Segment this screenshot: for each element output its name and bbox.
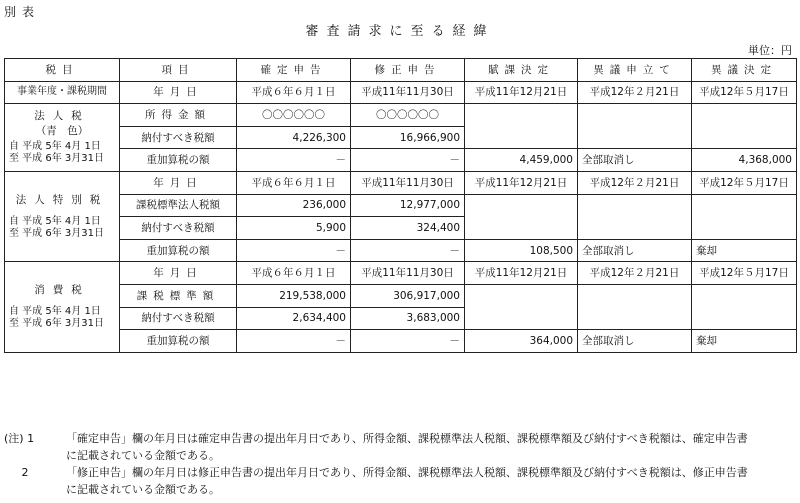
cell-igi-moushitate: 全部取消し <box>578 239 692 262</box>
period-to: 至 平成 6年 3月31日 <box>9 227 104 239</box>
cell-kakutei: 236,000 <box>237 194 351 217</box>
cell-kettei-empty <box>692 104 797 149</box>
cell-kettei-empty <box>692 284 797 329</box>
cell-igi-kettei: 4,368,000 <box>692 149 797 172</box>
header-row <box>5 59 797 82</box>
cell-shusei: － <box>351 330 465 353</box>
date-igi-moushitate: 平成12年２月21日 <box>578 81 692 104</box>
date-igi-kettei: 平成12年５月17日 <box>692 81 797 104</box>
header-igi-kettei: 異議決定 <box>692 59 797 82</box>
header-igi-moushitate: 異議申立て <box>578 59 692 82</box>
note-1 <box>4 430 796 447</box>
table-row <box>5 149 797 172</box>
header-item: 項目 <box>120 59 237 82</box>
tax-houjin <box>5 104 120 172</box>
date-shusei: 平成11年11月30日 <box>351 81 465 104</box>
header-fuka: 賦課決定 <box>465 59 578 82</box>
note-number: (注) 1 <box>4 432 35 445</box>
cell-igi-kettei: 棄却 <box>692 330 797 353</box>
period-header: 事業年度・課税期間 <box>5 81 120 104</box>
cell-kakutei: － <box>237 330 351 353</box>
date-label: 年月日 <box>120 262 237 285</box>
cell-fuka-empty <box>465 194 578 239</box>
note-text-continued: に記載されている金額である。 <box>66 483 220 496</box>
item-label: 課税標準法人税額 <box>120 194 237 217</box>
cell-igi-moushitate: 全部取消し <box>578 149 692 172</box>
cell-moushitate-empty <box>578 104 692 149</box>
item-label: 所得金額 <box>120 104 237 127</box>
cell-fuka: 364,000 <box>465 330 578 353</box>
cell-kettei-empty <box>692 194 797 239</box>
cell-igi-moushitate: 全部取消し <box>578 330 692 353</box>
cell-shusei: 324,400 <box>351 217 465 240</box>
tax-tokubetsu <box>5 171 120 261</box>
date-igi-moushitate: 平成12年２月21日 <box>578 262 692 285</box>
date-igi-kettei: 平成12年５月17日 <box>692 262 797 285</box>
cell-kakutei: 〇〇〇〇〇〇 <box>237 104 351 127</box>
cell-fuka-empty <box>465 284 578 329</box>
date-igi-moushitate: 平成12年２月21日 <box>578 171 692 194</box>
date-kakutei: 平成６年６月１日 <box>237 262 351 285</box>
item-label: 納付すべき税額 <box>120 307 237 330</box>
note-text: 「確定申告」欄の年月日は確定申告書の提出年月日であり、所得金額、課税標準法人税額、課税標準額及び納付すべき税額は、確定申告書 <box>66 432 748 445</box>
cell-kakutei: 5,900 <box>237 217 351 240</box>
cell-shusei: 306,917,000 <box>351 284 465 307</box>
cell-kakutei: － <box>237 149 351 172</box>
document-title: 審査請求に至る経緯 <box>305 24 495 39</box>
date-igi-kettei: 平成12年５月17日 <box>692 171 797 194</box>
tax-name: 法人特別税 <box>15 193 109 206</box>
cell-kakutei: 2,634,400 <box>237 307 351 330</box>
cell-shusei: 〇〇〇〇〇〇 <box>351 104 465 127</box>
date-kakutei: 平成６年６月１日 <box>237 81 351 104</box>
unit-label: 単位：円 <box>748 44 792 57</box>
note-text-continued: に記載されている金額である。 <box>66 449 220 462</box>
cell-shusei: 3,683,000 <box>351 307 465 330</box>
tax-sub: （青 色） <box>35 125 89 138</box>
item-label: 重加算税の額 <box>120 239 237 262</box>
date-label: 年月日 <box>120 171 237 194</box>
cell-fuka: 108,500 <box>465 239 578 262</box>
date-kakutei: 平成６年６月１日 <box>237 171 351 194</box>
note-2 <box>4 464 796 481</box>
period-from: 自 平成 5年 4月 1日 <box>9 215 101 227</box>
attachment-label: 別表 <box>4 5 41 19</box>
notes <box>4 430 796 498</box>
cell-fuka-empty <box>465 104 578 149</box>
history-table <box>4 58 797 353</box>
item-label: 納付すべき税額 <box>120 126 237 149</box>
date-fuka: 平成11年12月21日 <box>465 262 578 285</box>
header-tax: 税目 <box>5 59 120 82</box>
cell-moushitate-empty <box>578 194 692 239</box>
cell-kakutei: 4,226,300 <box>237 126 351 149</box>
table-row <box>5 262 797 285</box>
header-shusei: 修正申告 <box>351 59 465 82</box>
table-row <box>5 239 797 262</box>
date-label: 年月日 <box>120 81 237 104</box>
note-text: 「修正申告」欄の年月日は修正申告書の提出年月日であり、所得金額、課税標準法人税額、課税標準額及び納付すべき税額は、修正申告書 <box>66 466 748 479</box>
period-from: 自 平成 5年 4月 1日 <box>9 306 101 318</box>
period-to: 至 平成 6年 3月31日 <box>9 153 104 165</box>
cell-shusei: － <box>351 239 465 262</box>
table-row <box>5 194 797 217</box>
cell-fuka: 4,459,000 <box>465 149 578 172</box>
cell-shusei: － <box>351 149 465 172</box>
date-fuka: 平成11年12月21日 <box>465 81 578 104</box>
header-kakutei: 確定申告 <box>237 59 351 82</box>
date-shusei: 平成11年11月30日 <box>351 171 465 194</box>
date-fuka: 平成11年12月21日 <box>465 171 578 194</box>
item-label: 重加算税の額 <box>120 330 237 353</box>
cell-moushitate-empty <box>578 284 692 329</box>
table-row <box>5 171 797 194</box>
table-row <box>5 330 797 353</box>
table-row <box>5 104 797 127</box>
period-to: 至 平成 6年 3月31日 <box>9 318 104 330</box>
item-label: 納付すべき税額 <box>120 217 237 240</box>
cell-shusei: 16,966,900 <box>351 126 465 149</box>
cell-kakutei: － <box>237 239 351 262</box>
tax-shouhi <box>5 262 120 352</box>
period-from: 自 平成 5年 4月 1日 <box>9 141 101 153</box>
cell-kakutei: 219,538,000 <box>237 284 351 307</box>
item-label: 課税標準額 <box>120 284 237 307</box>
table-row <box>5 284 797 307</box>
item-label: 重加算税の額 <box>120 149 237 172</box>
date-shusei: 平成11年11月30日 <box>351 262 465 285</box>
cell-shusei: 12,977,000 <box>351 194 465 217</box>
note-number: 2 <box>4 466 29 479</box>
tax-name: 消費税 <box>34 284 90 297</box>
tax-name: 法人税 <box>34 110 90 123</box>
period-date-row <box>5 81 797 104</box>
cell-igi-kettei: 棄却 <box>692 239 797 262</box>
